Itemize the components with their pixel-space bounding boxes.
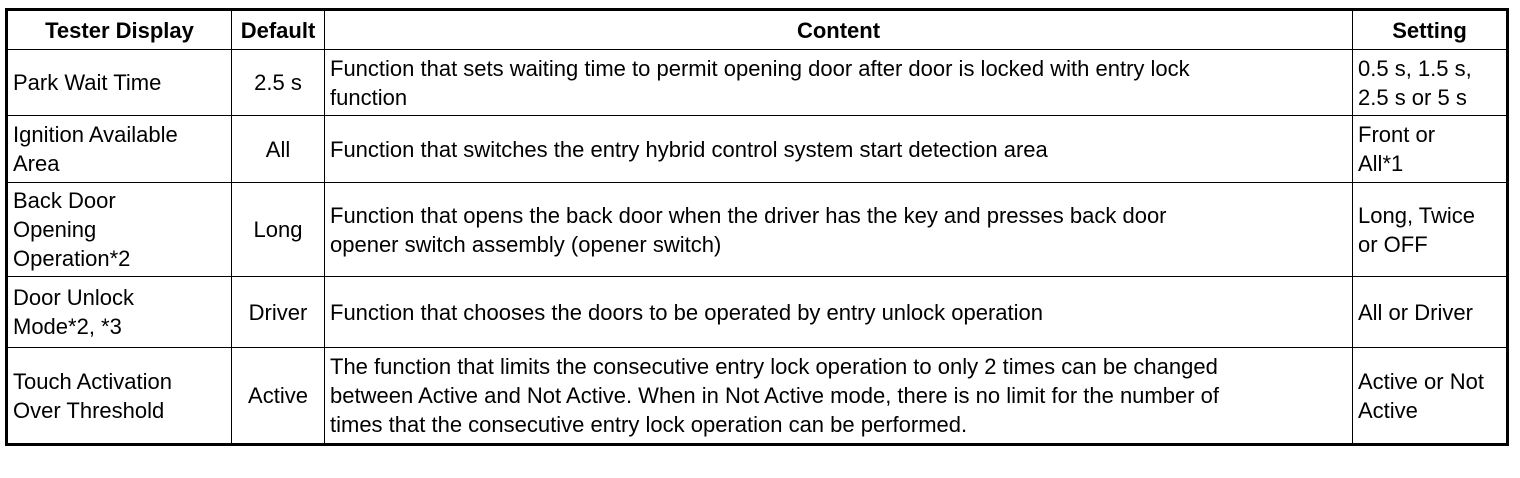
tester-display-cell <box>7 116 232 183</box>
setting-text: 2.5 s or 5 s <box>1358 84 1467 110</box>
setting-text: All*1 <box>1358 151 1404 176</box>
default-cell: Driver <box>232 277 325 348</box>
content-cell <box>325 50 1353 116</box>
header-content: Content <box>325 10 1353 50</box>
header-row <box>7 10 1508 50</box>
header-tester-display: Tester Display <box>7 10 232 50</box>
tester-display-text: Over Threshold <box>13 397 165 423</box>
content-text: Function that sets waiting time to permit opening door after door is locked with entry lock <box>330 55 1190 81</box>
setting-text: All or Driver <box>1358 299 1473 325</box>
content-text: opener switch assembly (opener switch) <box>330 231 722 257</box>
tester-display-text: Ignition Available <box>13 122 178 147</box>
table-row <box>7 183 1508 277</box>
header-setting: Setting <box>1353 10 1508 50</box>
default-cell: All <box>232 116 325 183</box>
setting-cell <box>1353 50 1508 116</box>
content-text: Function that switches the entry hybrid control system start detection area <box>330 136 1048 162</box>
setting-cell <box>1353 277 1508 348</box>
default-cell: Long <box>232 183 325 277</box>
tester-display-text: Area <box>13 151 60 176</box>
table-row <box>7 50 1508 116</box>
customize-settings-table <box>5 8 1509 446</box>
tester-display-text: Door Unlock <box>13 285 135 310</box>
header-default: Default <box>232 10 325 50</box>
setting-text: Active <box>1358 397 1418 423</box>
setting-cell <box>1353 348 1508 445</box>
setting-cell <box>1353 116 1508 183</box>
table-row <box>7 277 1508 348</box>
content-cell <box>325 116 1353 183</box>
tester-display-text: Back Door <box>13 188 116 213</box>
content-text: Function that opens the back door when the driver has the key and presses back door <box>330 202 1167 228</box>
content-text: Function that chooses the doors to be operated by entry unlock operation <box>330 299 1044 325</box>
setting-text: Front or <box>1358 122 1436 147</box>
tester-display-cell <box>7 183 232 277</box>
tester-display-text: Opening <box>13 217 97 242</box>
content-text: between Active and Not Active. When in Not Active mode, there is no limit for the number of <box>330 383 1220 408</box>
content-text: times that the consecutive entry lock operation can be performed. <box>330 412 968 437</box>
content-text: function <box>330 84 408 110</box>
table-row <box>7 348 1508 445</box>
content-cell <box>325 183 1353 277</box>
tester-display-text: Operation*2 <box>13 246 131 271</box>
content-cell <box>325 348 1353 445</box>
tester-display-cell <box>7 277 232 348</box>
setting-text: or OFF <box>1358 231 1428 257</box>
tester-display-cell <box>7 50 232 116</box>
tester-display-cell <box>7 348 232 445</box>
setting-text: Active or Not <box>1358 368 1484 394</box>
setting-text: 0.5 s, 1.5 s, <box>1358 55 1472 81</box>
content-cell <box>325 277 1353 348</box>
default-cell: 2.5 s <box>232 50 325 116</box>
settings-table-container <box>5 8 1506 446</box>
setting-cell <box>1353 183 1508 277</box>
default-cell: Active <box>232 348 325 445</box>
tester-display-text: Mode*2, *3 <box>13 314 122 339</box>
tester-display-text: Touch Activation <box>13 368 172 394</box>
content-text: The function that limits the consecutive entry lock operation to only 2 times can be changed <box>330 354 1218 379</box>
table-row <box>7 116 1508 183</box>
setting-text: Long, Twice <box>1358 202 1476 228</box>
tester-display-text: Park Wait Time <box>13 70 162 95</box>
